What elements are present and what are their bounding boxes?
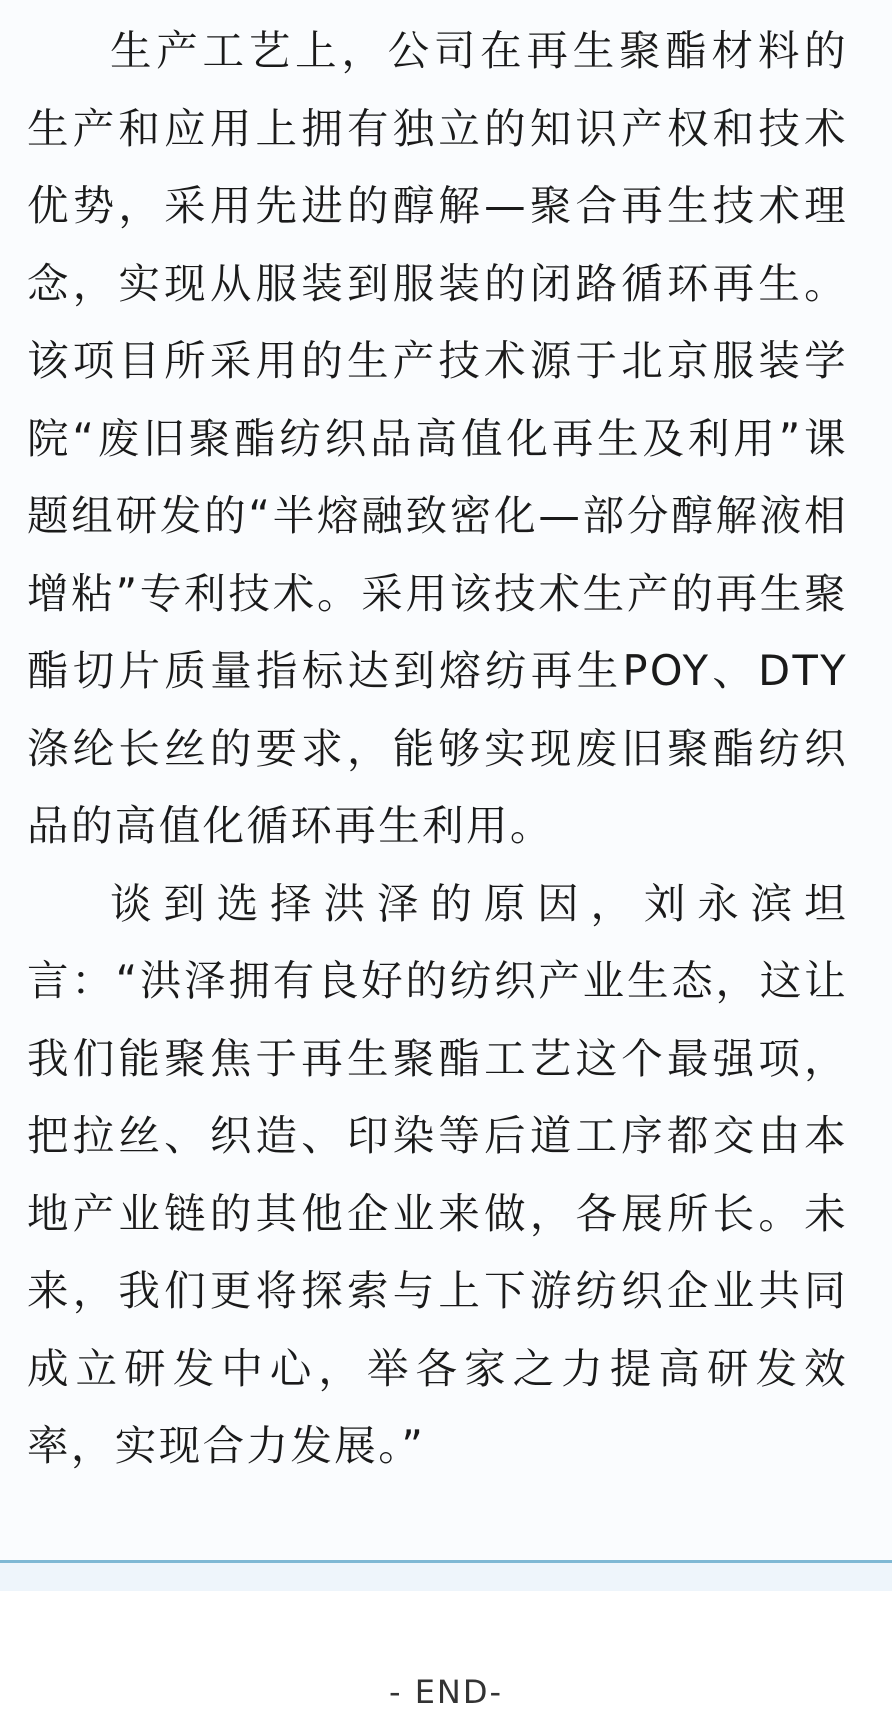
paragraph-production-process: 生产工艺上，公司在再生聚酯材料的生产和应用上拥有独立的知识产权和技术优势，采用先进的醇解—聚合再生技术理念，实现从服装到服装的闭路循环再生。该项目所采用的生产技术源于北京服装学院“废旧聚酯纺织品高值化再生及利用”课题组研发的“半熔融致密化—部分醇解液相增粘”专利技术。采用该技术生产的再生聚酯切片质量指标达到熔纺再生POY、DTY涤纶长丝的要求，能够实现废旧聚酯纺织品的高值化循环再生利用。: [27, 26, 848, 850]
end-marker: - END-: [388, 1673, 504, 1711]
paragraph-reason-quote: 谈到选择洪泽的原因，刘永滨坦言：“洪泽拥有良好的纺织产业生态，这让我们能聚焦于再生聚酯工艺这个最强项，把拉丝、织造、印染等后道工序都交由本地产业链的其他企业来做，各展所长。未来，我们更将探索与上下游纺织企业共同成立研发中心，举各家之力提高研发效率，实现合力发展。”: [27, 878, 848, 1470]
divider-band: [0, 1563, 892, 1591]
